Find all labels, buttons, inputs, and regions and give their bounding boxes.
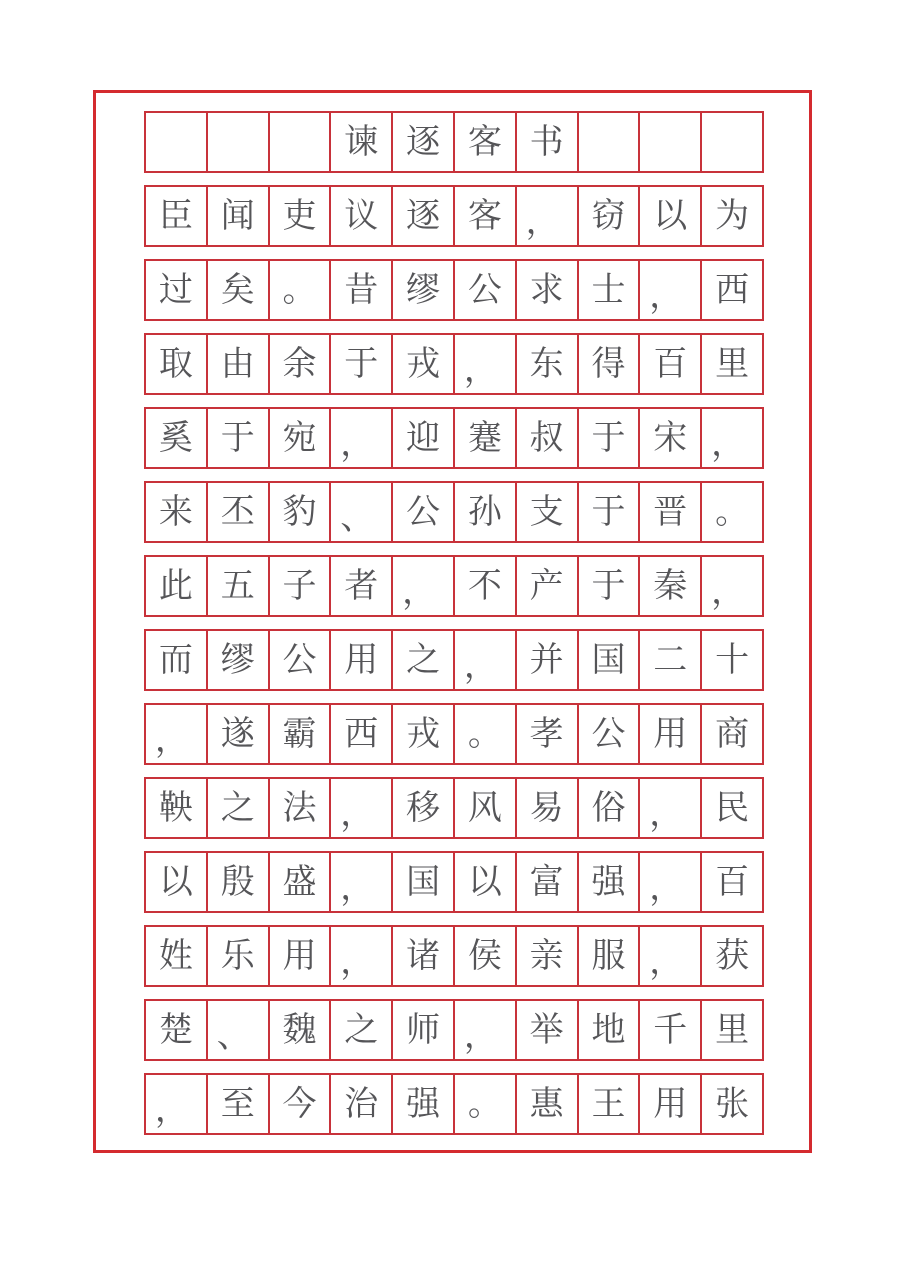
char-cell: [208, 261, 270, 319]
char-cell: [579, 187, 641, 245]
cell-text: 、: [216, 1016, 251, 1056]
char-cell: [579, 631, 641, 689]
grid-row: [144, 185, 764, 247]
cell-text: 宛: [282, 418, 317, 458]
cell-text: 闻: [220, 196, 255, 236]
cell-text: 遂: [220, 714, 255, 754]
cell-text: 移: [406, 788, 441, 828]
char-cell: [640, 187, 702, 245]
char-cell: [270, 779, 332, 837]
char-cell: [146, 853, 208, 911]
cell-text: 晋: [653, 492, 688, 532]
cell-text: 里: [715, 344, 750, 384]
cell-text: 昔: [344, 270, 379, 310]
cell-text: 亲: [529, 936, 564, 976]
cell-text: 霸: [282, 714, 317, 754]
cell-text: 叔: [529, 418, 564, 458]
char-cell: [393, 483, 455, 541]
grid-row: [144, 629, 764, 691]
char-cell: [702, 483, 764, 541]
cell-text: 千: [653, 1010, 688, 1050]
char-cell: [270, 705, 332, 763]
char-cell: [393, 409, 455, 467]
cell-text: 惠: [529, 1084, 564, 1124]
char-cell: [455, 557, 517, 615]
cell-text: 五: [220, 566, 255, 606]
cell-text: 姓: [158, 936, 193, 976]
grid-row: [144, 333, 764, 395]
cell-text: 楚: [158, 1010, 193, 1050]
char-cell: [517, 483, 579, 541]
cell-text: 以: [158, 862, 193, 902]
char-cell: [517, 705, 579, 763]
char-cell: [270, 557, 332, 615]
char-cell: [640, 409, 702, 467]
cell-text: 今: [282, 1084, 317, 1124]
char-cell: [517, 631, 579, 689]
char-cell: [393, 853, 455, 911]
char-cell: [517, 1075, 579, 1133]
cell-text: 乐: [220, 936, 255, 976]
char-cell: [270, 483, 332, 541]
cell-text: 举: [529, 1010, 564, 1050]
cell-text: 孝: [529, 714, 564, 754]
cell-text: 获: [715, 936, 750, 976]
char-cell: [393, 927, 455, 985]
cell-text: ，: [463, 350, 498, 390]
cell-text: 戎: [406, 714, 441, 754]
char-cell: [579, 853, 641, 911]
grid-row: [144, 481, 764, 543]
char-cell: [208, 409, 270, 467]
grid-row: [144, 1073, 764, 1135]
char-cell: [702, 779, 764, 837]
empty-cell: [640, 113, 702, 171]
cell-text: 法: [282, 788, 317, 828]
char-cell: [455, 705, 517, 763]
cell-text: 由: [220, 344, 255, 384]
char-cell: [455, 631, 517, 689]
cell-text: ，: [340, 868, 375, 908]
cell-text: 缪: [220, 640, 255, 680]
grid-row: [144, 925, 764, 987]
cell-text: 张: [715, 1084, 750, 1124]
char-cell: [640, 853, 702, 911]
char-cell: [331, 1075, 393, 1133]
cell-text: 风: [467, 788, 502, 828]
char-cell: [517, 853, 579, 911]
char-cell: [640, 261, 702, 319]
cell-text: ，: [711, 424, 746, 464]
cell-text: 服: [591, 936, 626, 976]
char-cell: [331, 335, 393, 393]
char-cell: [208, 853, 270, 911]
char-cell: [331, 557, 393, 615]
cell-text: 于: [344, 344, 379, 384]
empty-cell: [270, 113, 332, 171]
empty-cell: [146, 113, 208, 171]
char-cell: [270, 853, 332, 911]
cell-text: ，: [649, 868, 684, 908]
cell-text: 窃: [591, 196, 626, 236]
char-cell: [393, 187, 455, 245]
cell-text: 国: [406, 862, 441, 902]
cell-text: 公: [591, 714, 626, 754]
char-cell: [517, 261, 579, 319]
char-cell: [517, 335, 579, 393]
cell-text: ，: [649, 942, 684, 982]
cell-text: ，: [649, 794, 684, 834]
char-cell: [208, 1075, 270, 1133]
char-cell: [208, 779, 270, 837]
cell-text: 百: [715, 862, 750, 902]
char-cell: [640, 927, 702, 985]
cell-text: 王: [591, 1084, 626, 1124]
cell-text: 而: [158, 640, 193, 680]
char-cell: [393, 335, 455, 393]
cell-text: 客: [467, 196, 502, 236]
char-cell: [393, 1001, 455, 1059]
char-cell: [208, 927, 270, 985]
char-cell: [702, 335, 764, 393]
cell-text: 余: [282, 344, 317, 384]
char-cell: [579, 927, 641, 985]
char-cell: [208, 557, 270, 615]
cell-text: 里: [715, 1010, 750, 1050]
cell-text: 公: [467, 270, 502, 310]
char-cell: [702, 927, 764, 985]
cell-text: 产: [529, 566, 564, 606]
char-cell: [146, 779, 208, 837]
cell-text: 强: [406, 1084, 441, 1124]
char-cell: [517, 409, 579, 467]
char-cell: [270, 631, 332, 689]
char-cell: [579, 261, 641, 319]
char-cell: [146, 261, 208, 319]
char-cell: [208, 483, 270, 541]
char-cell: [702, 853, 764, 911]
char-cell: [331, 927, 393, 985]
char-cell: [146, 631, 208, 689]
cell-text: 矣: [220, 270, 255, 310]
cell-text: 蹇: [467, 418, 502, 458]
cell-text: 殷: [220, 862, 255, 902]
title-row: [144, 111, 764, 173]
cell-text: 公: [406, 492, 441, 532]
char-cell: [455, 187, 517, 245]
cell-text: 书: [529, 122, 564, 162]
cell-text: 。: [467, 714, 502, 754]
char-cell: [579, 1075, 641, 1133]
char-cell: [702, 631, 764, 689]
cell-text: 、: [340, 498, 375, 538]
cell-text: 鞅: [158, 788, 193, 828]
title-char-cell: [331, 113, 393, 171]
cell-text: 百: [653, 344, 688, 384]
char-cell: [579, 779, 641, 837]
cell-text: 求: [529, 270, 564, 310]
char-cell: [331, 779, 393, 837]
char-cell: [208, 705, 270, 763]
cell-text: 之: [344, 1010, 379, 1050]
char-cell: [146, 927, 208, 985]
char-cell: [208, 187, 270, 245]
cell-text: 用: [653, 1084, 688, 1124]
grid-row: [144, 703, 764, 765]
char-cell: [640, 483, 702, 541]
cell-text: 公: [282, 640, 317, 680]
cell-text: 士: [591, 270, 626, 310]
cell-text: ，: [463, 646, 498, 686]
cell-text: ，: [463, 1016, 498, 1056]
char-cell: [270, 187, 332, 245]
cell-text: 秦: [653, 566, 688, 606]
char-cell: [455, 409, 517, 467]
char-cell: [146, 1001, 208, 1059]
char-cell: [331, 261, 393, 319]
cell-text: 侯: [467, 936, 502, 976]
char-cell: [640, 1075, 702, 1133]
cell-text: 于: [591, 566, 626, 606]
cell-text: ，: [402, 572, 437, 612]
char-cell: [455, 483, 517, 541]
char-cell: [702, 187, 764, 245]
cell-text: 国: [591, 640, 626, 680]
cell-text: 谏: [344, 122, 379, 162]
cell-text: ，: [154, 1090, 189, 1130]
grid-row: [144, 999, 764, 1061]
cell-text: 诸: [406, 936, 441, 976]
char-cell: [640, 705, 702, 763]
cell-text: 治: [344, 1084, 379, 1124]
char-cell: [270, 335, 332, 393]
char-cell: [579, 1001, 641, 1059]
cell-text: 以: [653, 196, 688, 236]
cell-text: 用: [282, 936, 317, 976]
cell-text: 子: [282, 566, 317, 606]
char-cell: [270, 1075, 332, 1133]
cell-text: 以: [467, 862, 502, 902]
char-cell: [702, 1001, 764, 1059]
char-cell: [579, 483, 641, 541]
cell-text: 丕: [220, 492, 255, 532]
cell-text: 。: [467, 1084, 502, 1124]
char-cell: [455, 1075, 517, 1133]
grid-row: [144, 555, 764, 617]
char-cell: [455, 927, 517, 985]
cell-text: 民: [715, 788, 750, 828]
char-cell: [455, 261, 517, 319]
char-cell: [579, 409, 641, 467]
grid-row: [144, 851, 764, 913]
cell-text: 俗: [591, 788, 626, 828]
cell-text: 孙: [467, 492, 502, 532]
cell-text: 逐: [406, 122, 441, 162]
char-cell: [455, 1001, 517, 1059]
cell-text: 盛: [282, 862, 317, 902]
cell-text: 东: [529, 344, 564, 384]
char-cell: [331, 187, 393, 245]
char-cell: [393, 261, 455, 319]
cell-text: 为: [715, 196, 750, 236]
cell-text: 者: [344, 566, 379, 606]
char-cell: [455, 779, 517, 837]
cell-text: 臣: [158, 196, 193, 236]
cell-text: 奚: [158, 418, 193, 458]
cell-text: ，: [340, 424, 375, 464]
cell-text: 易: [529, 788, 564, 828]
cell-text: 富: [529, 862, 564, 902]
cell-text: 强: [591, 862, 626, 902]
char-cell: [517, 557, 579, 615]
char-cell: [331, 483, 393, 541]
cell-text: 戎: [406, 344, 441, 384]
char-cell: [393, 557, 455, 615]
char-cell: [640, 631, 702, 689]
calligraphy-grid: [144, 111, 764, 1147]
cell-text: 于: [220, 418, 255, 458]
char-cell: [331, 409, 393, 467]
char-cell: [455, 853, 517, 911]
cell-text: 宋: [653, 418, 688, 458]
cell-text: 取: [158, 344, 193, 384]
char-cell: [270, 261, 332, 319]
char-cell: [146, 1075, 208, 1133]
cell-text: 此: [158, 566, 193, 606]
cell-text: 议: [344, 196, 379, 236]
char-cell: [579, 557, 641, 615]
char-cell: [146, 557, 208, 615]
cell-text: 之: [406, 640, 441, 680]
cell-text: 西: [715, 270, 750, 310]
cell-text: ，: [154, 720, 189, 760]
char-cell: [517, 927, 579, 985]
cell-text: 。: [282, 270, 317, 310]
char-cell: [517, 187, 579, 245]
char-cell: [146, 335, 208, 393]
char-cell: [270, 409, 332, 467]
grid-row: [144, 259, 764, 321]
cell-text: ，: [649, 276, 684, 316]
cell-text: ，: [340, 794, 375, 834]
cell-text: 逐: [406, 196, 441, 236]
char-cell: [146, 187, 208, 245]
empty-cell: [579, 113, 641, 171]
cell-text: ，: [711, 572, 746, 612]
empty-cell: [702, 113, 764, 171]
char-cell: [702, 409, 764, 467]
char-cell: [270, 927, 332, 985]
char-cell: [393, 705, 455, 763]
cell-text: 师: [406, 1010, 441, 1050]
char-cell: [393, 779, 455, 837]
cell-text: 二: [653, 640, 688, 680]
cell-text: 豹: [282, 492, 317, 532]
cell-text: 得: [591, 344, 626, 384]
cell-text: 十: [715, 640, 750, 680]
char-cell: [579, 705, 641, 763]
char-cell: [331, 853, 393, 911]
empty-cell: [208, 113, 270, 171]
cell-text: 支: [529, 492, 564, 532]
cell-text: 用: [344, 640, 379, 680]
cell-text: 来: [158, 492, 193, 532]
cell-text: 并: [529, 640, 564, 680]
char-cell: [393, 1075, 455, 1133]
cell-text: 于: [591, 492, 626, 532]
char-cell: [393, 631, 455, 689]
cell-text: 至: [220, 1084, 255, 1124]
char-cell: [640, 557, 702, 615]
cell-text: ，: [340, 942, 375, 982]
char-cell: [702, 1075, 764, 1133]
cell-text: 不: [467, 566, 502, 606]
cell-text: ，: [525, 202, 560, 242]
char-cell: [146, 705, 208, 763]
cell-text: 商: [715, 714, 750, 754]
char-cell: [640, 1001, 702, 1059]
cell-text: 吏: [282, 196, 317, 236]
cell-text: 于: [591, 418, 626, 458]
cell-text: 过: [158, 270, 193, 310]
char-cell: [146, 409, 208, 467]
cell-text: 用: [653, 714, 688, 754]
cell-text: 魏: [282, 1010, 317, 1050]
grid-row: [144, 407, 764, 469]
title-char-cell: [455, 113, 517, 171]
char-cell: [455, 335, 517, 393]
char-cell: [270, 1001, 332, 1059]
char-cell: [208, 335, 270, 393]
cell-text: 客: [467, 122, 502, 162]
cell-text: 西: [344, 714, 379, 754]
cell-text: 。: [715, 492, 750, 532]
char-cell: [640, 335, 702, 393]
char-cell: [517, 1001, 579, 1059]
title-char-cell: [393, 113, 455, 171]
char-cell: [579, 335, 641, 393]
cell-text: 地: [591, 1010, 626, 1050]
cell-text: 之: [220, 788, 255, 828]
char-cell: [702, 261, 764, 319]
char-cell: [208, 1001, 270, 1059]
char-cell: [702, 557, 764, 615]
char-cell: [331, 631, 393, 689]
title-char-cell: [517, 113, 579, 171]
char-cell: [517, 779, 579, 837]
char-cell: [146, 483, 208, 541]
char-cell: [208, 631, 270, 689]
char-cell: [702, 705, 764, 763]
char-cell: [331, 705, 393, 763]
char-cell: [331, 1001, 393, 1059]
char-cell: [640, 779, 702, 837]
cell-text: 缪: [406, 270, 441, 310]
cell-text: 迎: [406, 418, 441, 458]
grid-row: [144, 777, 764, 839]
